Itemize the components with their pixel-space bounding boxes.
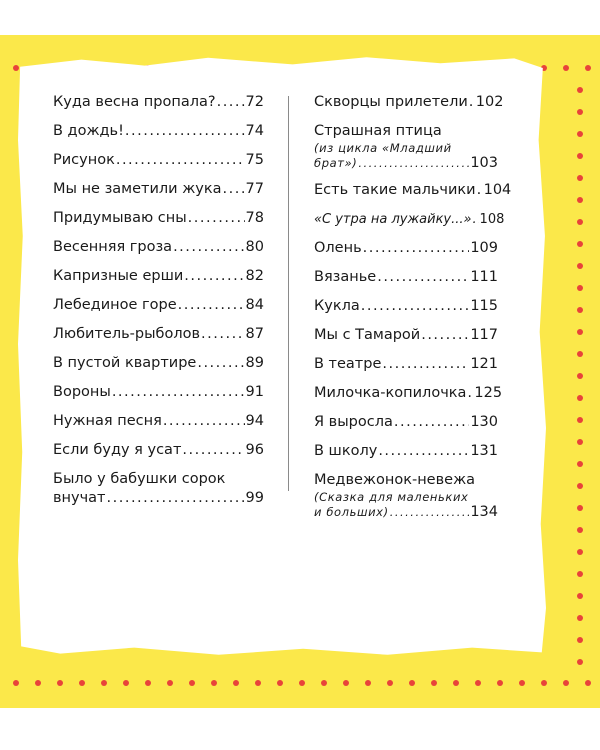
toc-entry[interactable] xyxy=(314,122,498,171)
border-dot xyxy=(577,439,583,445)
border-dot xyxy=(255,680,261,686)
border-dot xyxy=(431,680,437,686)
toc-entry[interactable] xyxy=(53,441,264,460)
toc-entry-page: 74 xyxy=(245,123,264,139)
border-dot xyxy=(577,329,583,335)
border-dot xyxy=(577,461,583,467)
border-dot xyxy=(233,680,239,686)
border-dot xyxy=(577,637,583,643)
border-dot xyxy=(577,571,583,577)
toc-entry-title: Кукла xyxy=(314,298,360,314)
toc-entry-title: Страшная птица xyxy=(314,123,442,139)
toc-entry[interactable] xyxy=(53,296,264,315)
border-dot xyxy=(585,680,591,686)
border-dot xyxy=(577,263,583,269)
border-dot xyxy=(577,659,583,665)
toc-entry-title: В школу xyxy=(314,443,378,459)
toc-entry-page: 80 xyxy=(245,239,264,255)
toc-entry-title: внучат xyxy=(53,490,106,506)
border-dot xyxy=(577,175,583,181)
toc-entry-page: 94 xyxy=(245,413,264,429)
toc-entry[interactable] xyxy=(314,413,498,432)
toc-entry-page: 72 xyxy=(245,94,264,110)
toc-entry-page: 78 xyxy=(245,210,264,226)
toc-entry[interactable] xyxy=(53,93,264,112)
border-dot xyxy=(277,680,283,686)
toc-right-column xyxy=(314,93,512,530)
border-dot xyxy=(577,373,583,379)
border-dot xyxy=(577,197,583,203)
border-dot xyxy=(577,615,583,621)
toc-entry-title: Вязанье xyxy=(314,269,377,285)
toc-entry-title: Было у бабушки сорок xyxy=(53,471,226,487)
toc-entry-title: Куда весна пропала? xyxy=(53,94,216,110)
toc-entry[interactable] xyxy=(53,238,264,257)
toc-entry-page: 84 xyxy=(245,297,264,313)
border-dot xyxy=(167,680,173,686)
toc-entry-page: 125 xyxy=(474,385,503,401)
border-dot xyxy=(453,680,459,686)
toc-entry-page: 134 xyxy=(470,504,498,520)
border-dot xyxy=(577,307,583,313)
toc-entry-title: Любитель-рыболов xyxy=(53,326,201,342)
border-dot xyxy=(577,527,583,533)
border-dot xyxy=(577,417,583,423)
toc-entry-title: Рисунок xyxy=(53,152,115,168)
toc-entry[interactable] xyxy=(53,325,264,344)
border-dot xyxy=(577,87,583,93)
toc-entry-title: В дождь! xyxy=(53,123,124,139)
border-dot xyxy=(577,241,583,247)
border-dot xyxy=(519,680,525,686)
toc-entry-title: «С утра на лужайку...» xyxy=(314,212,472,227)
border-dot xyxy=(577,483,583,489)
toc-entry[interactable] xyxy=(314,210,505,229)
border-dot xyxy=(577,593,583,599)
toc-entry[interactable] xyxy=(314,268,498,287)
toc-entry[interactable] xyxy=(53,354,264,373)
border-dot xyxy=(299,680,305,686)
border-dot xyxy=(577,351,583,357)
toc-entry-page: 115 xyxy=(470,298,498,314)
toc-entry-title: Скворцы прилетели xyxy=(314,94,468,110)
border-dot xyxy=(563,65,569,71)
toc-entry-page: 102 xyxy=(475,94,504,110)
toc-entry-title: Есть такие мальчики xyxy=(314,182,476,198)
toc-entry[interactable] xyxy=(314,384,503,403)
toc-entry-page: 121 xyxy=(470,356,498,372)
toc-entry-title: Если буду я усат xyxy=(53,442,182,458)
toc-entry-subtitle: и больших) xyxy=(314,505,389,519)
border-dot xyxy=(145,680,151,686)
toc-entry-page: 75 xyxy=(245,152,264,168)
border-dot xyxy=(577,285,583,291)
toc-entry[interactable] xyxy=(314,326,498,345)
border-dot xyxy=(409,680,415,686)
border-dot xyxy=(211,680,217,686)
toc-entry-title: Медвежонок-невежа xyxy=(314,472,476,488)
toc-entry[interactable] xyxy=(53,267,264,286)
border-dot xyxy=(577,219,583,225)
border-dot xyxy=(497,680,503,686)
toc-entry[interactable] xyxy=(53,151,264,170)
toc-entry-title: В театре xyxy=(314,356,382,372)
border-dot xyxy=(189,680,195,686)
border-dot xyxy=(577,131,583,137)
border-dot xyxy=(577,153,583,159)
toc-entry-page: 82 xyxy=(245,268,264,284)
toc-entry-page: 87 xyxy=(245,326,264,342)
border-dot xyxy=(577,549,583,555)
toc-entry-title: Весенняя гроза xyxy=(53,239,173,255)
border-dot xyxy=(343,680,349,686)
toc-entry-subtitle: (из цикла «Младший xyxy=(314,141,452,155)
border-dot xyxy=(101,680,107,686)
toc-entry-title: Капризные ерши xyxy=(53,268,184,284)
toc-entry-page: 91 xyxy=(245,384,264,400)
toc-entry-subtitle: (Сказка для маленьких xyxy=(314,490,469,504)
toc-entry-title: Нужная песня xyxy=(53,413,162,429)
toc-entry-title: Вороны xyxy=(53,384,111,400)
toc-entry[interactable] xyxy=(314,442,498,461)
border-dot xyxy=(321,680,327,686)
toc-entry[interactable] xyxy=(53,470,264,508)
toc-entry[interactable] xyxy=(314,297,498,316)
toc-entry-page: 131 xyxy=(470,443,498,459)
toc-entry-subtitle: брат») xyxy=(314,156,358,170)
toc-entry-page: 111 xyxy=(470,269,498,285)
border-dot xyxy=(79,680,85,686)
border-dot xyxy=(365,680,371,686)
toc-entry-page: 108 xyxy=(479,212,505,227)
toc-entry-title: Мы с Тамарой xyxy=(314,327,421,343)
toc-entry-page: 104 xyxy=(483,182,512,198)
toc-entry[interactable] xyxy=(53,122,264,141)
toc-entry[interactable] xyxy=(314,181,512,200)
border-dot xyxy=(577,109,583,115)
toc-entry[interactable] xyxy=(53,383,264,402)
toc-entry-title: Милочка-копилочка xyxy=(314,385,467,401)
toc-entry-page: 77 xyxy=(245,181,264,197)
toc-left-column xyxy=(53,93,264,518)
border-dot xyxy=(35,680,41,686)
toc-entry-page: 96 xyxy=(245,442,264,458)
toc-entry-title: Олень xyxy=(314,240,362,256)
border-dot xyxy=(475,680,481,686)
border-dot xyxy=(13,680,19,686)
toc-entry-page: 130 xyxy=(470,414,498,430)
toc-entry-page: 103 xyxy=(470,155,498,171)
toc-entry-page: 89 xyxy=(245,355,264,371)
border-dot xyxy=(585,65,591,71)
border-dot xyxy=(57,680,63,686)
toc-entry[interactable] xyxy=(53,180,264,199)
toc-entry[interactable] xyxy=(314,93,504,112)
toc-entry-title: В пустой квартире xyxy=(53,355,197,371)
toc-entry-title: Лебединое горе xyxy=(53,297,177,313)
border-dot xyxy=(577,395,583,401)
toc-entry[interactable] xyxy=(53,209,264,228)
toc-entry-title: Я выросла xyxy=(314,414,393,430)
toc-entry-page: 117 xyxy=(470,327,498,343)
toc-entry-page: 99 xyxy=(245,490,264,506)
column-divider xyxy=(288,96,289,491)
border-dot xyxy=(123,680,129,686)
toc-entry[interactable] xyxy=(314,239,498,258)
toc-entry[interactable] xyxy=(314,355,498,374)
toc-entry[interactable] xyxy=(314,471,498,520)
border-dot xyxy=(13,65,19,71)
border-dot xyxy=(387,680,393,686)
toc-entry-title: Мы не заметили жука xyxy=(53,181,222,197)
toc-entry-page: 109 xyxy=(470,240,498,256)
toc-entry[interactable] xyxy=(53,412,264,431)
toc-entry-title: Придумываю сны xyxy=(53,210,187,226)
border-dot xyxy=(563,680,569,686)
border-dot xyxy=(577,505,583,511)
border-dot xyxy=(541,680,547,686)
